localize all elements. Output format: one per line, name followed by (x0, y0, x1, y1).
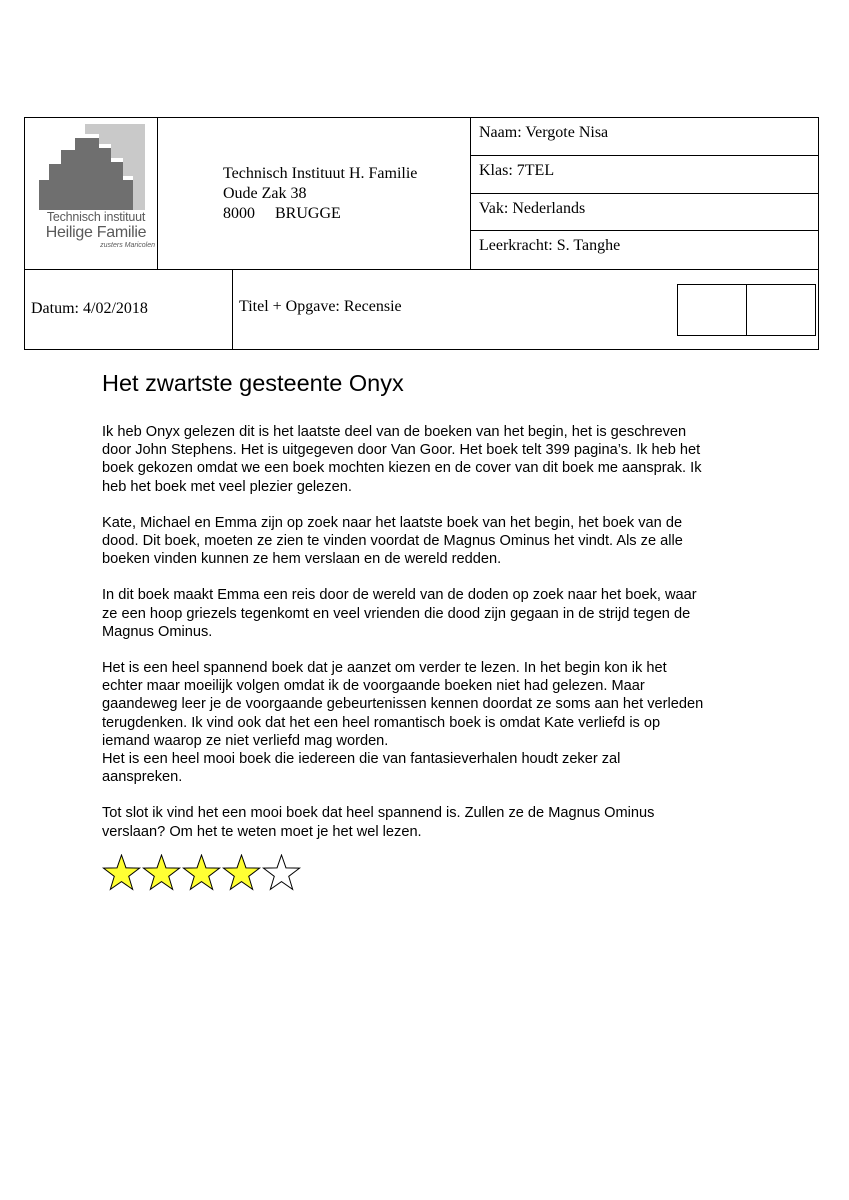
address-cell (158, 118, 471, 269)
paragraph-line: Het is een heel spannend boek dat je aanzet om verder te lezen. In het begin kon ik het (102, 660, 667, 677)
paragraph-line: Ik heb Onyx gelezen dit is het laatste deel van de boeken van het begin, het is geschreven (102, 424, 687, 440)
school-logo-icon (39, 124, 145, 210)
paragraph-line: In dit boek maakt Emma een reis door de wereld van de doden op zoek naar het boek, waar (102, 587, 697, 604)
date-label: Datum: 4/02/2018 (31, 300, 148, 317)
review-paragraph (102, 586, 762, 641)
paragraph-line: door John Stephens. Het is uitgegeven door Van Goor. Het boek telt 399 pagina’s. Ik heb het (102, 442, 701, 459)
paragraph-line: aanspreken. (102, 769, 183, 786)
review-paragraph (102, 514, 762, 569)
paragraph-line: gaandeweg leer je de voorgaande gebeurtenissen kennen doordat ze soms aan het verleden (102, 696, 704, 713)
paragraph-line: terugdenken. Ik vind ook dat het een heel romantisch boek is omdat Kate verliefd is op (102, 714, 661, 731)
review-paragraph (102, 423, 762, 496)
star-filled-icon (102, 854, 141, 891)
subject: Vak: Nederlands (471, 194, 818, 232)
header-row-bottom (25, 270, 818, 349)
paragraph-line: boeken vinden kunnen ze hem verslaan en de wereld redden. (102, 551, 502, 568)
paragraph-line: ze een hoop griezels tegenkomt en veel vrienden die dood zijn gegaan in de strijd tegen de (102, 605, 691, 622)
assignment-cell (233, 270, 818, 349)
assignment-title: Titel + Opgave: Recensie (239, 298, 402, 315)
star-rating (102, 854, 301, 891)
score-box (746, 284, 816, 336)
address-line: Oude Zak 38 (223, 185, 307, 202)
paragraph-line: iemand waarop ze niet verliefd mag worden. (102, 732, 389, 749)
logo-text-line2: Heilige Familie (45, 224, 147, 241)
review-content (102, 370, 762, 859)
paragraph-line: Het is een heel mooi boek die iedereen die van fantasieverhalen houdt zeker zal (102, 751, 621, 768)
paragraph-line: dood. Dit boek, moeten ze zien te vinden voordat de Magnus Ominus het vindt. Als ze alle (102, 533, 683, 550)
page-title: Het zwartste gesteente Onyx (102, 370, 404, 396)
review-paragraph (102, 804, 762, 840)
paragraph-line: verslaan? Om het te weten moet je het wel lezen. (102, 823, 422, 840)
school-address (223, 164, 417, 224)
address-line: 8000 BRUGGE (223, 205, 341, 222)
paragraph-line: Tot slot ik vind het een mooi boek dat heel spannend is. Zullen ze de Magnus Ominus (102, 805, 655, 822)
score-box (677, 284, 747, 336)
student-name: Naam: Vergote Nisa (471, 118, 818, 156)
paragraph-line: echter maar moeilijk volgen omdat ik de voorgaande boeken niet had gelezen. Maar (102, 678, 645, 695)
review-paragraph (102, 750, 762, 786)
star-filled-icon (222, 854, 261, 891)
address-line: Technisch Instituut H. Familie (223, 165, 418, 182)
logo-text-line1: Technisch instituut (46, 210, 146, 224)
logo-text-line3: zusters Maricolen (100, 242, 155, 249)
student-class: Klas: 7TEL (471, 156, 818, 194)
paragraph-line: Magnus Ominus. (102, 623, 213, 640)
logo-cell (25, 118, 158, 269)
star-filled-icon (182, 854, 221, 891)
date-cell (25, 270, 233, 349)
header-table (24, 117, 819, 350)
teacher: Leerkracht: S. Tanghe (479, 237, 621, 255)
star-empty-icon (262, 854, 301, 891)
paragraph-line: Kate, Michael en Emma zijn op zoek naar het laatste boek van het begin, het boek van de (102, 514, 683, 531)
star-filled-icon (142, 854, 181, 891)
paragraph-line: heb het boek met veel plezier gelezen. (102, 478, 352, 495)
review-paragraph (102, 659, 762, 750)
student-info-cell (471, 118, 818, 269)
review-body (102, 423, 762, 841)
header-row-top (25, 118, 818, 270)
paragraph-line: boek gekozen omdat we een boek mochten kiezen en de cover van dit boek me aansprak. Ik (102, 460, 702, 477)
